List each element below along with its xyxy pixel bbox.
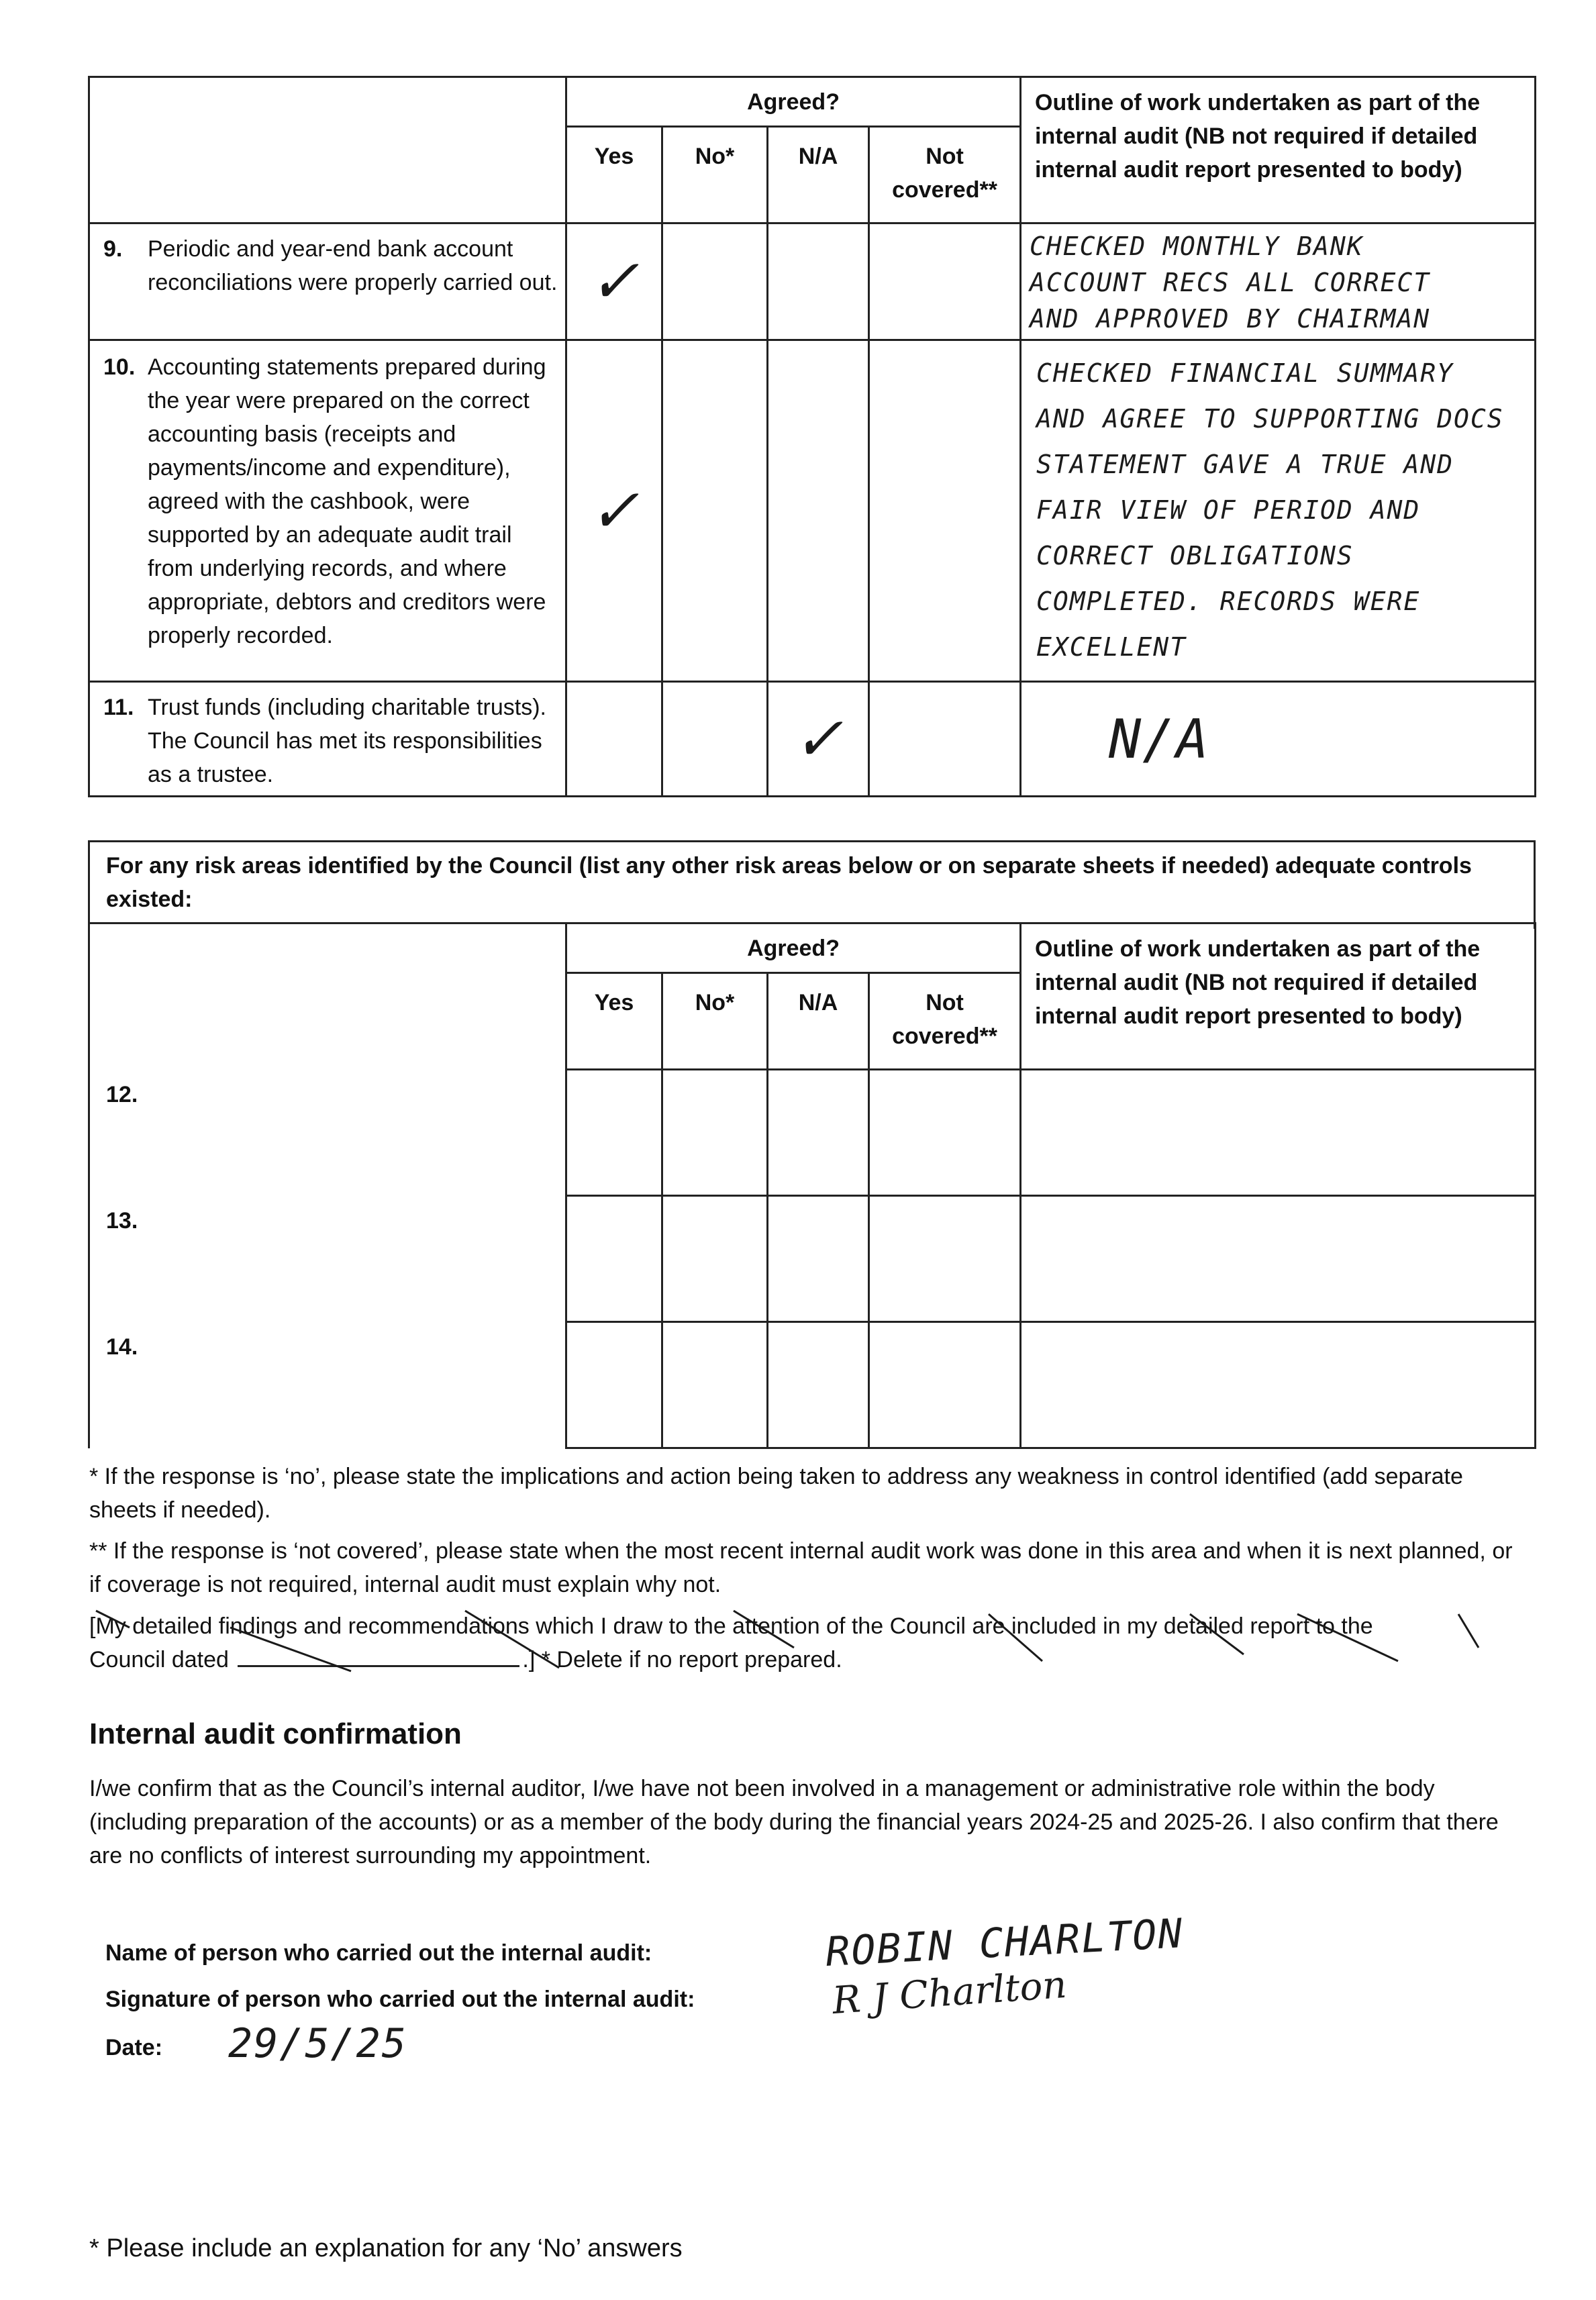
- handwritten-line: STATEMENT GAVE A TRUE AND: [1036, 450, 1454, 479]
- handwritten-line: FAIR VIEW OF PERIOD AND: [1036, 495, 1421, 525]
- handwritten-line: CORRECT OBLIGATIONS: [1036, 541, 1354, 570]
- notcovered-cell: [869, 340, 1021, 682]
- strike-mark: [734, 1611, 794, 1648]
- row-13-label: [89, 1196, 566, 1322]
- col-yes-label: Yes: [594, 990, 634, 1015]
- row-number: 11.: [103, 695, 134, 720]
- notcovered-cell: [869, 1322, 1021, 1448]
- outline-header-text: Outline of work undertaken as part of the internal audit (NB not required if detailed internal audit report presented to body): [1035, 90, 1481, 183]
- strike-mark: [1458, 1614, 1479, 1648]
- col-yes-header: [566, 127, 662, 223]
- audit-table-1: [88, 76, 1536, 797]
- yes-cell: [566, 1322, 662, 1448]
- strike-mark: [1297, 1614, 1398, 1661]
- table-row: [89, 682, 1536, 797]
- col-notcovered-header: [869, 973, 1021, 1070]
- checkmark-icon: ✓: [589, 475, 640, 546]
- no-cell: [662, 223, 768, 340]
- checkmark-icon: ✓: [589, 246, 640, 317]
- signature-text: R J Charlton: [831, 1962, 1068, 2023]
- outline-cell: [1021, 1322, 1536, 1448]
- risk-heading-box: [88, 840, 1536, 929]
- na-cell: [768, 340, 869, 682]
- yes-cell: [566, 1070, 662, 1196]
- strike-marks: [89, 1607, 1519, 1681]
- outline-header: [1021, 923, 1536, 1070]
- handwritten-line: EXCELLENT: [1036, 632, 1187, 662]
- table-row: [89, 1070, 1536, 1196]
- agreed-header: [566, 923, 1021, 973]
- col-no-header: [662, 973, 768, 1070]
- col-na-header: [768, 973, 869, 1070]
- outline-header-text: Outline of work undertaken as part of the internal audit (NB not required if detailed internal audit report presented to body): [1035, 936, 1481, 1029]
- yes-cell: [566, 340, 662, 682]
- date-value: 29/5/25: [228, 2020, 407, 2067]
- col-no-label: No*: [695, 990, 735, 1015]
- na-cell: [768, 1196, 869, 1322]
- blank-header-cell: [89, 77, 566, 223]
- notcovered-cell: [869, 223, 1021, 340]
- row-11-outline: [1021, 682, 1536, 797]
- row-number: 10.: [103, 354, 136, 380]
- yes-cell: [566, 682, 662, 797]
- col-na-label: N/A: [798, 144, 838, 169]
- row-10-description: [89, 340, 566, 682]
- outline-header: [1021, 77, 1536, 223]
- risk-heading: For any risk areas identified by the Council (list any other risk areas below or on separate sheets if needed) adequate controls existed:: [106, 853, 1472, 912]
- col-no-header: [662, 127, 768, 223]
- row-text: Accounting statements prepared during the year were prepared on the correct accounting basis (receipts and payments/income and expenditure), agreed with the cashbook, were supported by an adequate audit trail from underlying records, and where appropriate, debtors and creditors were properly recorded.: [148, 354, 546, 648]
- na-cell: [768, 1322, 869, 1448]
- notcovered-cell: [869, 1196, 1021, 1322]
- bottom-note: [89, 2232, 683, 2265]
- no-cell: [662, 1070, 768, 1196]
- row-text: Periodic and year-end bank account reconciliations were properly carried out.: [148, 236, 558, 295]
- blank-header-cell: [89, 923, 566, 1070]
- findings-line-1: [My detailed findings and recommendations which I draw to the attention of the Council are included in my detailed report to the: [89, 1613, 1373, 1639]
- name-label: [105, 1936, 652, 1970]
- row-9-description: [89, 223, 566, 340]
- signature-label-text: Signature of person who carried out the internal audit:: [105, 1987, 695, 2012]
- notcovered-cell: [869, 682, 1021, 797]
- col-notcovered-label: Not covered**: [892, 990, 997, 1049]
- row-10-outline: [1021, 340, 1536, 682]
- handwritten-na: N/A: [1109, 707, 1210, 770]
- row-number: 13.: [106, 1207, 138, 1234]
- agreed-label: Agreed?: [747, 89, 840, 115]
- checkmark-icon: ✓: [793, 703, 844, 774]
- handwritten-line: AND AGREE TO SUPPORTING DOCS: [1036, 404, 1504, 434]
- row-text: Trust funds (including charitable trusts). The Council has met its responsibilities as a trustee.: [148, 695, 546, 787]
- date-handwritten: [228, 2017, 407, 2070]
- audit-table-2: [88, 922, 1536, 1449]
- no-cell: [662, 340, 768, 682]
- findings-delete-note: .] * Delete if no report prepared.: [522, 1647, 842, 1672]
- strike-mark: [96, 1611, 130, 1628]
- notcovered-cell: [869, 1070, 1021, 1196]
- row-14-label: [89, 1322, 566, 1448]
- col-notcovered-label: Not covered**: [892, 144, 997, 203]
- handwritten-line: CHECKED FINANCIAL SUMMARY: [1036, 358, 1454, 388]
- col-notcovered-header: [869, 127, 1021, 223]
- na-cell: [768, 1070, 869, 1196]
- confirmation-heading: [89, 1714, 462, 1754]
- date-label: [105, 2031, 162, 2064]
- col-no-label: No*: [695, 144, 735, 169]
- outline-cell: [1021, 1196, 1536, 1322]
- row-12-label: [89, 1070, 566, 1196]
- name-label-text: Name of person who carried out the internal audit:: [105, 1940, 652, 1966]
- col-yes-header: [566, 973, 662, 1070]
- no-cell: [662, 1322, 768, 1448]
- col-na-label: N/A: [798, 990, 838, 1015]
- table-row: [89, 223, 1536, 340]
- table-row: [89, 1322, 1536, 1448]
- confirmation-body-text: I/we confirm that as the Council’s internal auditor, I/we have not been involved in a management or administrative role within the body (including preparation of the accounts) or as a member of the body during the financial years 2024-25 and 2025-26. I also confirm that there are no conflicts of interest surrounding my appointment.: [89, 1776, 1499, 1868]
- strike-mark: [989, 1614, 1042, 1661]
- footnote-not-covered: [89, 1534, 1519, 1601]
- handwritten-line: CHECKED MONTHLY BANK: [1030, 232, 1364, 261]
- col-yes-label: Yes: [594, 144, 634, 169]
- agreed-label: Agreed?: [747, 935, 840, 961]
- date-label-text: Date:: [105, 2035, 163, 2060]
- strike-mark: [230, 1628, 351, 1671]
- na-cell: [768, 682, 869, 797]
- footnote-not-covered-text: ** If the response is ‘not covered’, please state when the most recent internal audit work was done in this area and when it is next planned, or if coverage is not required, internal audit must explain why not.: [89, 1538, 1513, 1597]
- confirmation-body: [89, 1772, 1519, 1872]
- row-9-outline: [1021, 223, 1536, 340]
- yes-cell: [566, 223, 662, 340]
- handwritten-line: AND APPROVED BY CHAIRMAN: [1030, 304, 1431, 334]
- row-number: 14.: [106, 1334, 138, 1360]
- signature-label: [105, 1983, 695, 2016]
- row-number: 12.: [106, 1081, 138, 1107]
- findings-council-dated: Council dated: [89, 1647, 229, 1672]
- handwritten-line: ACCOUNT RECS ALL CORRECT: [1030, 268, 1431, 297]
- handwritten-line: COMPLETED. RECORDS WERE: [1036, 587, 1421, 616]
- bottom-note-text: * Please include an explanation for any ‘No’ answers: [89, 2234, 683, 2262]
- footnote-no: [89, 1460, 1519, 1527]
- strike-mark: [465, 1611, 559, 1668]
- confirmation-heading-text: Internal audit confirmation: [89, 1717, 462, 1750]
- table-row: [89, 340, 1536, 682]
- footnote-no-text: * If the response is ‘no’, please state the implications and action being taken to address any weakness in control identified (add separate sheets if needed).: [89, 1464, 1463, 1523]
- row-11-description: [89, 682, 566, 797]
- row-number: 9.: [103, 236, 123, 262]
- strike-mark: [1190, 1614, 1244, 1654]
- agreed-header: [566, 77, 1021, 127]
- table-row: [89, 1196, 1536, 1322]
- no-cell: [662, 682, 768, 797]
- yes-cell: [566, 1196, 662, 1322]
- auditor-name: ROBIN CHARLTON: [824, 1910, 1185, 1976]
- outline-cell: [1021, 1070, 1536, 1196]
- na-cell: [768, 223, 869, 340]
- no-cell: [662, 1196, 768, 1322]
- col-na-header: [768, 127, 869, 223]
